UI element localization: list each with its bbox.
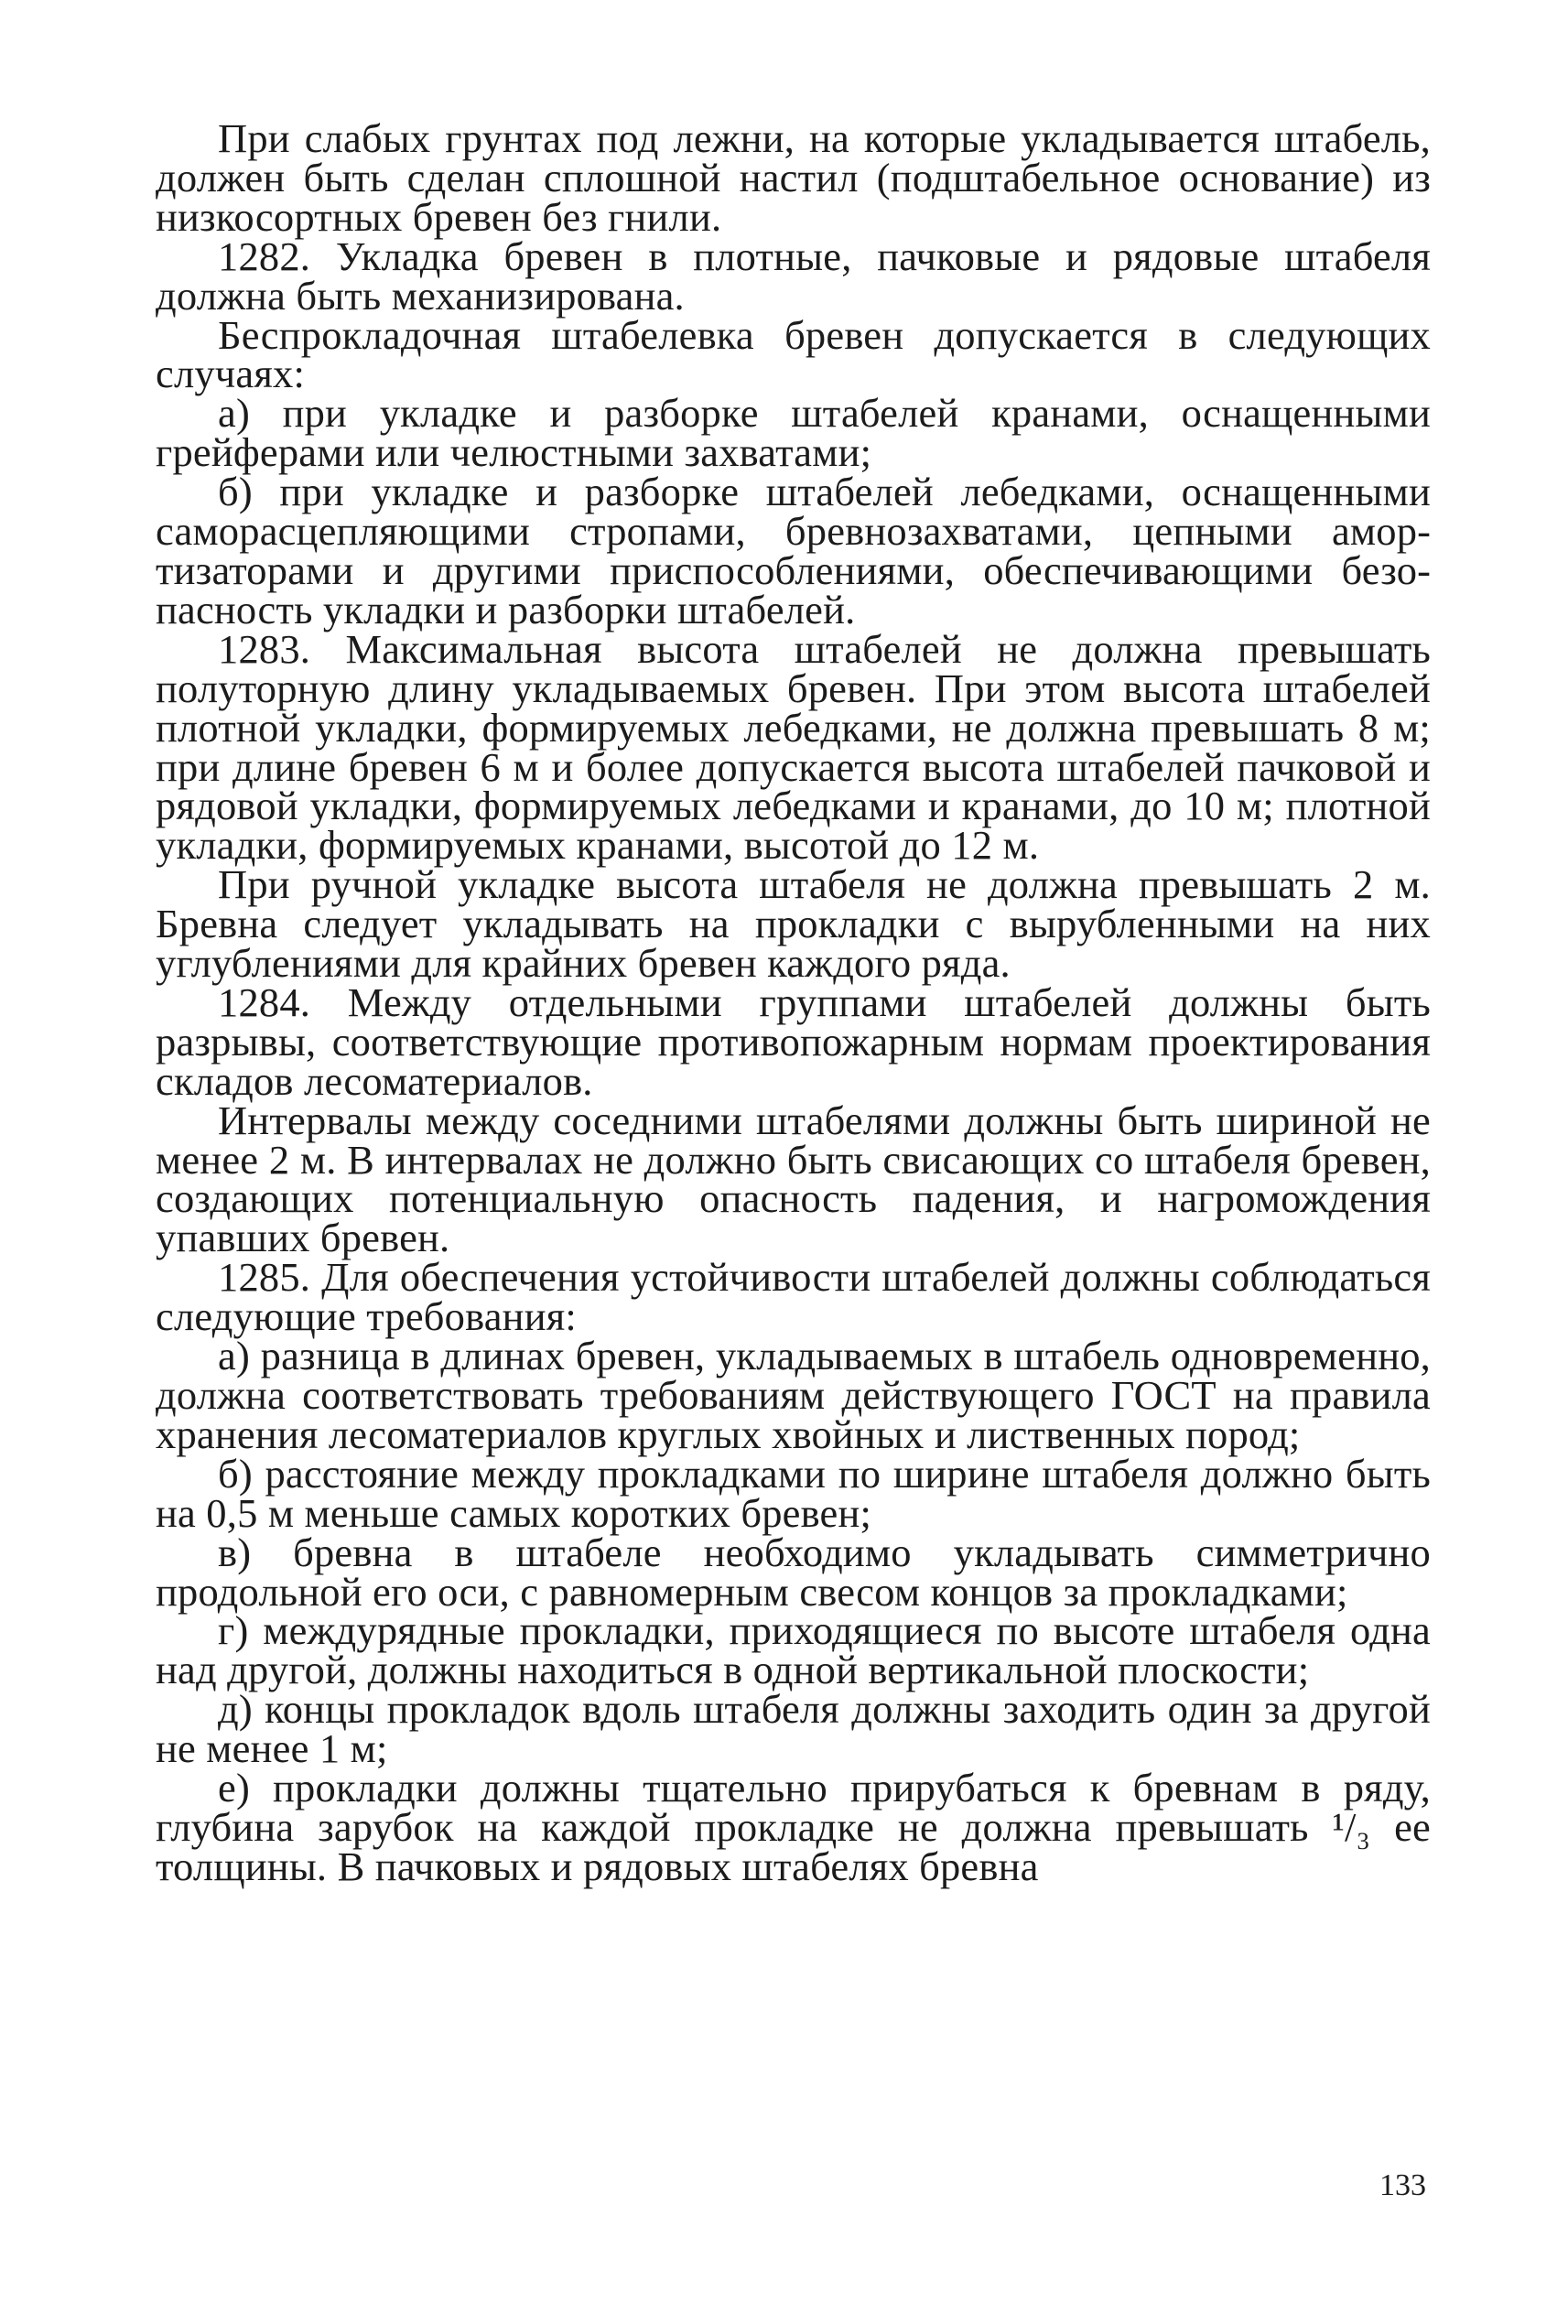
list-item-d-pad-overlap: д) концы прокладок вдоль штабеля должны заходить один за другой не менее 1 м; — [156, 1686, 1431, 1772]
paragraph-weak-soil-base: При слабых грунтах под лежни, на которые укладывается штабель, должен быть сделан сплошной настил (подштабельное основание) из низкосортных бревен без гнили. — [156, 115, 1431, 240]
list-item-b-pad-spacing: б) расстояние между прокладками по ширине штабеля должно быть на 0,5 м меньше самых коротких бревен; — [156, 1450, 1431, 1536]
page-number: 133 — [1379, 2168, 1426, 2202]
paragraph-intervals: Интервалы между соседними штабелями должны быть шириной не менее 2 м. В интервалах не должно быть свисающих со штабеля бревен, создающих потенциальную опасность падения, и нагромождения упавших бревен. — [156, 1097, 1431, 1261]
paragraph-1285: 1285. Для обеспечения устойчивости штабелей должны соблюдаться следующие требования: — [156, 1254, 1431, 1340]
list-item-v-symmetry: в) бревна в штабеле необходимо укладывать симметрично продольной его оси, с равномерным свесом концов за прокладками; — [156, 1529, 1431, 1615]
list-item-g-vertical-plane: г) междурядные прокладки, приходящиеся по высоте штабеля одна над другой, должны находиться в одной вертикальной плоскости; — [156, 1607, 1431, 1693]
list-item-a-length-difference: а) разница в длинах бревен, укладываемых в штабель одновременно, должна соответствовать требованиям действующего ГОСТ на правила хранения лесоматериалов круглых хвойных и лиственных пород; — [156, 1333, 1431, 1457]
list-item-a-cranes: а) при укладке и разборке штабелей кранами, оснащенными грейферами или челюстными захватами; — [156, 390, 1431, 476]
list-item-e-notching: е) прокладки должны тщательно прирубаться к бревнам в ряду, глубина зарубок на каждой прокладке не должна превышать ¹/₃ ее толщины. В пачковых и рядовых штабелях бревна — [156, 1765, 1431, 1889]
paragraph-padless-stacking: Беспрокладочная штабелевка бревен допускается в следующих случаях: — [156, 311, 1431, 397]
paragraph-1282: 1282. Укладка бревен в плотные, пачковые и рядовые штабеля должна быть механизирована. — [156, 232, 1431, 319]
paragraph-manual-stacking: При ручной укладке высота штабеля не должна превышать 2 м. Бревна следует укладывать на прокладки с вырубленными на них углублениями для крайних бревен каждого ряда. — [156, 861, 1431, 987]
list-item-b-winches: б) при укладке и разборке штабелей лебедками, оснащенными саморасцепляющими стропами, бревнозахватами, цепными амортизаторами и другими приспособлениями, обеспечивающими безопасность укладки и разборки штабелей. — [156, 469, 1431, 632]
paragraph-1283: 1283. Максимальная высота штабелей не должна превышать полуторную длину укладываемых бревен. При этом высота штабелей плотной укладки, формируемых лебедками, не должна превышать 8 м; при длине бревен 6 м и более допускается высота штабелей пачковой и рядовой укладки, формируемых лебедками и кранами, до 10 м; плотной укладки, формируемых кранами, высотой до 12 м. — [156, 625, 1431, 869]
body-text — [156, 115, 1431, 1889]
paragraph-1284: 1284. Между отдельными группами штабелей должны быть разрывы, соответствующие противопожарным нормам проектирования складов лесоматериалов. — [156, 978, 1431, 1104]
